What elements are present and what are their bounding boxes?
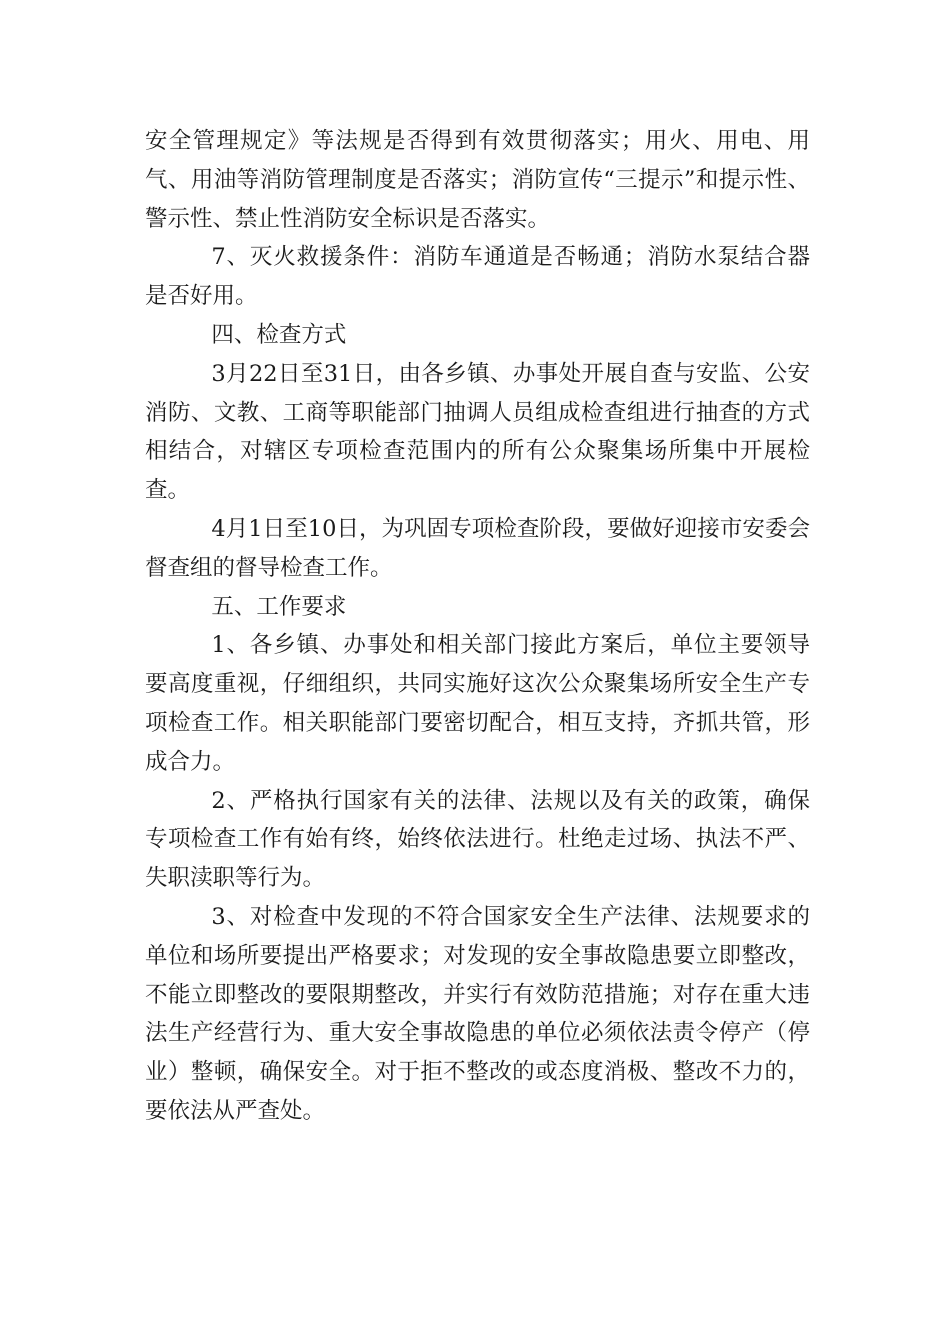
paragraph-inspection-period-1: 3月22日至31日，由各乡镇、办事处开展自查与安监、公安消防、文教、工商等职能部门抽调人员组成检查组进行抽查的方式相结合，对辖区专项检查范围内的所有公众聚集场所集中开展检查。 [145,360,810,504]
paragraph-inspection-period-2: 4月1日至10日，为巩固专项检查阶段，要做好迎接市安委会督查组的督导检查工作。 [145,515,810,581]
section-heading-inspection-method: 四、检查方式 [211,321,347,348]
paragraph-requirement-2: 2、严格执行国家有关的法律、法规以及有关的政策，确保专项检查工作有始有终，始终依法进行。杜绝走过场、执法不严、失职渎职等行为。 [145,787,810,892]
paragraph-requirement-1: 1、各乡镇、办事处和相关部门接此方案后，单位主要领导要高度重视，仔细组织，共同实施好这次公众聚集场所安全生产专项检查工作。相关职能部门要密切配合，相互支持，齐抓共管，形成合力。 [145,632,810,775]
document-body [145,122,810,1131]
section-heading-work-requirements: 五、工作要求 [211,593,347,620]
paragraph-item-7: 7、灭火救援条件：消防车通道是否畅通；消防水泵结合器是否好用。 [145,244,810,310]
paragraph-requirement-3: 3、对检查中发现的不符合国家安全生产法律、法规要求的单位和场所要提出严格要求；对发现的安全事故隐患要立即整改，不能立即整改的要限期整改，并实行有效防范措施；对存在重大违法生产经营行为、重大安全事故隐患的单位必须依法责令停产（停业）整顿，确保安全。对于拒不整改的或态度消极、整改不力的，要依法从严查处。 [145,903,810,1124]
paragraph-continuation: 安全管理规定》等法规是否得到有效贯彻落实；用火、用电、用气、用油等消防管理制度是否落实；消防宣传“三提示”和提示性、警示性、禁止性消防安全标识是否落实。 [145,128,810,232]
